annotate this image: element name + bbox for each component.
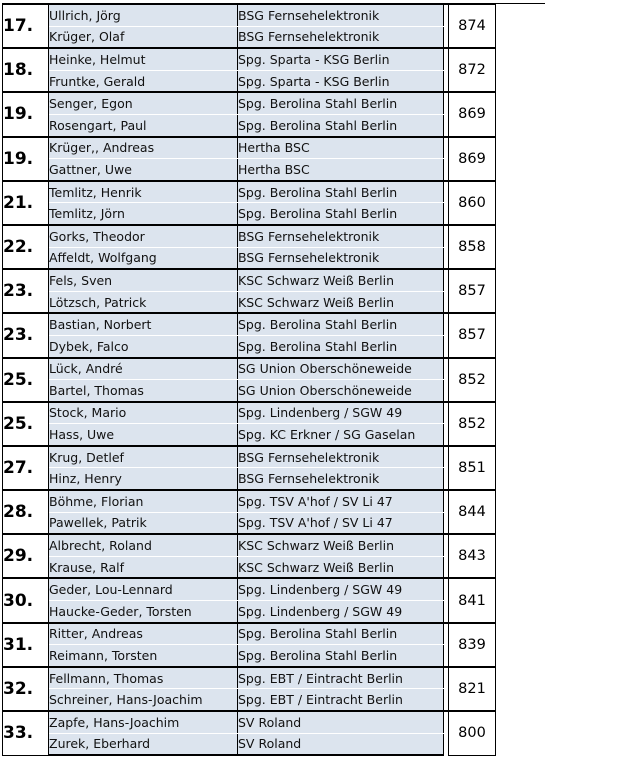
rank-cell: 31. (3, 623, 49, 667)
club-name: Spg. Sparta - KSG Berlin (238, 48, 444, 70)
pair-row-second (3, 380, 496, 402)
pair-row-second (3, 159, 496, 181)
player-name: Ritter, Andreas (49, 623, 238, 645)
player-name: Fels, Sven (49, 269, 238, 291)
results-body (3, 4, 496, 755)
club-name: Spg. Berolina Stahl Berlin (238, 335, 444, 357)
player-name: Böhme, Florian (49, 490, 238, 512)
club-name: Spg. Lindenberg / SGW 49 (238, 578, 444, 600)
pair-row-first (3, 4, 496, 26)
score-cell: 821 (449, 667, 496, 711)
pair-row-first (3, 711, 496, 733)
player-name: Temlitz, Jörn (49, 203, 238, 225)
pair-row-first (3, 137, 496, 159)
player-name: Bastian, Norbert (49, 313, 238, 335)
score-cell: 869 (449, 92, 496, 136)
club-name: Spg. Lindenberg / SGW 49 (238, 402, 444, 424)
rank-cell: 25. (3, 402, 49, 446)
club-name: BSG Fernsehelektronik (238, 468, 444, 490)
player-name: Lötzsch, Patrick (49, 291, 238, 313)
club-name: BSG Fernsehelektronik (238, 446, 444, 468)
player-name: Bartel, Thomas (49, 380, 238, 402)
club-name: SG Union Oberschöneweide (238, 358, 444, 380)
score-cell: 858 (449, 225, 496, 269)
player-name: Heinke, Helmut (49, 48, 238, 70)
pair-row-first (3, 358, 496, 380)
pair-row-second (3, 424, 496, 446)
pair-row-second (3, 512, 496, 534)
score-cell: 874 (449, 4, 496, 48)
player-name: Krüger, Olaf (49, 26, 238, 48)
score-cell: 800 (449, 711, 496, 755)
rank-cell: 27. (3, 446, 49, 490)
pair-row-second (3, 645, 496, 667)
rank-cell: 23. (3, 313, 49, 357)
rank-cell: 22. (3, 225, 49, 269)
score-cell: 857 (449, 269, 496, 313)
pair-row-first (3, 92, 496, 114)
score-cell: 844 (449, 490, 496, 534)
score-cell: 857 (449, 313, 496, 357)
top-rule (493, 3, 545, 4)
club-name: SV Roland (238, 711, 444, 733)
pair-row-first (3, 181, 496, 203)
pair-row-second (3, 70, 496, 92)
rank-cell: 28. (3, 490, 49, 534)
score-cell: 843 (449, 534, 496, 578)
club-name: Spg. Berolina Stahl Berlin (238, 313, 444, 335)
player-name: Gorks, Theodor (49, 225, 238, 247)
pair-row-second (3, 335, 496, 357)
score-cell: 841 (449, 578, 496, 622)
player-name: Zapfe, Hans-Joachim (49, 711, 238, 733)
club-name: BSG Fernsehelektronik (238, 247, 444, 269)
club-name: Spg. EBT / Eintracht Berlin (238, 689, 444, 711)
rank-cell: 21. (3, 181, 49, 225)
rank-cell: 18. (3, 48, 49, 92)
pair-row-first (3, 534, 496, 556)
pair-row-first (3, 225, 496, 247)
club-name: BSG Fernsehelektronik (238, 225, 444, 247)
player-name: Hass, Uwe (49, 424, 238, 446)
club-name: Spg. EBT / Eintracht Berlin (238, 667, 444, 689)
club-name: Spg. TSV A'hof / SV Li 47 (238, 490, 444, 512)
player-name: Rosengart, Paul (49, 114, 238, 136)
score-cell: 852 (449, 402, 496, 446)
club-name: Spg. Lindenberg / SGW 49 (238, 601, 444, 623)
pair-row-second (3, 26, 496, 48)
player-name: Dybek, Falco (49, 335, 238, 357)
pair-row-first (3, 446, 496, 468)
club-name: KSC Schwarz Weiß Berlin (238, 269, 444, 291)
pair-row-second (3, 114, 496, 136)
rank-cell: 23. (3, 269, 49, 313)
club-name: SG Union Oberschöneweide (238, 380, 444, 402)
pair-row-first (3, 313, 496, 335)
club-name: Spg. Sparta - KSG Berlin (238, 70, 444, 92)
club-name: KSC Schwarz Weiß Berlin (238, 556, 444, 578)
results-table (2, 3, 496, 756)
club-name: Spg. TSV A'hof / SV Li 47 (238, 512, 444, 534)
club-name: Spg. KC Erkner / SG Gaselan (238, 424, 444, 446)
club-name: Spg. Berolina Stahl Berlin (238, 203, 444, 225)
pair-row-first (3, 490, 496, 512)
rank-cell: 33. (3, 711, 49, 755)
club-name: Hertha BSC (238, 159, 444, 181)
pair-row-second (3, 733, 496, 755)
score-cell: 839 (449, 623, 496, 667)
score-cell: 860 (449, 181, 496, 225)
player-name: Stock, Mario (49, 402, 238, 424)
club-name: Spg. Berolina Stahl Berlin (238, 645, 444, 667)
pair-row-first (3, 269, 496, 291)
club-name: KSC Schwarz Weiß Berlin (238, 291, 444, 313)
player-name: Gattner, Uwe (49, 159, 238, 181)
player-name: Zurek, Eberhard (49, 733, 238, 755)
score-cell: 872 (449, 48, 496, 92)
rank-cell: 25. (3, 358, 49, 402)
player-name: Krüger,, Andreas (49, 137, 238, 159)
rank-cell: 30. (3, 578, 49, 622)
pair-row-second (3, 601, 496, 623)
rank-cell: 17. (3, 4, 49, 48)
player-name: Schreiner, Hans-Joachim (49, 689, 238, 711)
player-name: Lück, André (49, 358, 238, 380)
player-name: Albrecht, Roland (49, 534, 238, 556)
pair-row-second (3, 689, 496, 711)
player-name: Ullrich, Jörg (49, 4, 238, 26)
player-name: Haucke-Geder, Torsten (49, 601, 238, 623)
pair-row-second (3, 291, 496, 313)
player-name: Krug, Detlef (49, 446, 238, 468)
pair-row-second (3, 556, 496, 578)
player-name: Temlitz, Henrik (49, 181, 238, 203)
score-cell: 852 (449, 358, 496, 402)
pair-row-first (3, 623, 496, 645)
pair-row-second (3, 468, 496, 490)
player-name: Fruntke, Gerald (49, 70, 238, 92)
pair-row-first (3, 48, 496, 70)
player-name: Hinz, Henry (49, 468, 238, 490)
club-name: KSC Schwarz Weiß Berlin (238, 534, 444, 556)
rank-cell: 19. (3, 92, 49, 136)
club-name: SV Roland (238, 733, 444, 755)
rank-cell: 19. (3, 137, 49, 181)
score-cell: 851 (449, 446, 496, 490)
pair-row-first (3, 402, 496, 424)
pair-row-first (3, 578, 496, 600)
rank-cell: 29. (3, 534, 49, 578)
player-name: Senger, Egon (49, 92, 238, 114)
club-name: Spg. Berolina Stahl Berlin (238, 623, 444, 645)
pair-row-second (3, 203, 496, 225)
player-name: Affeldt, Wolfgang (49, 247, 238, 269)
score-cell: 869 (449, 137, 496, 181)
rank-cell: 32. (3, 667, 49, 711)
player-name: Pawellek, Patrik (49, 512, 238, 534)
club-name: Spg. Berolina Stahl Berlin (238, 181, 444, 203)
player-name: Geder, Lou-Lennard (49, 578, 238, 600)
club-name: Spg. Berolina Stahl Berlin (238, 114, 444, 136)
pair-row-second (3, 247, 496, 269)
pair-row-first (3, 667, 496, 689)
player-name: Fellmann, Thomas (49, 667, 238, 689)
club-name: BSG Fernsehelektronik (238, 26, 444, 48)
club-name: BSG Fernsehelektronik (238, 4, 444, 26)
player-name: Reimann, Torsten (49, 645, 238, 667)
club-name: Spg. Berolina Stahl Berlin (238, 92, 444, 114)
player-name: Krause, Ralf (49, 556, 238, 578)
club-name: Hertha BSC (238, 137, 444, 159)
